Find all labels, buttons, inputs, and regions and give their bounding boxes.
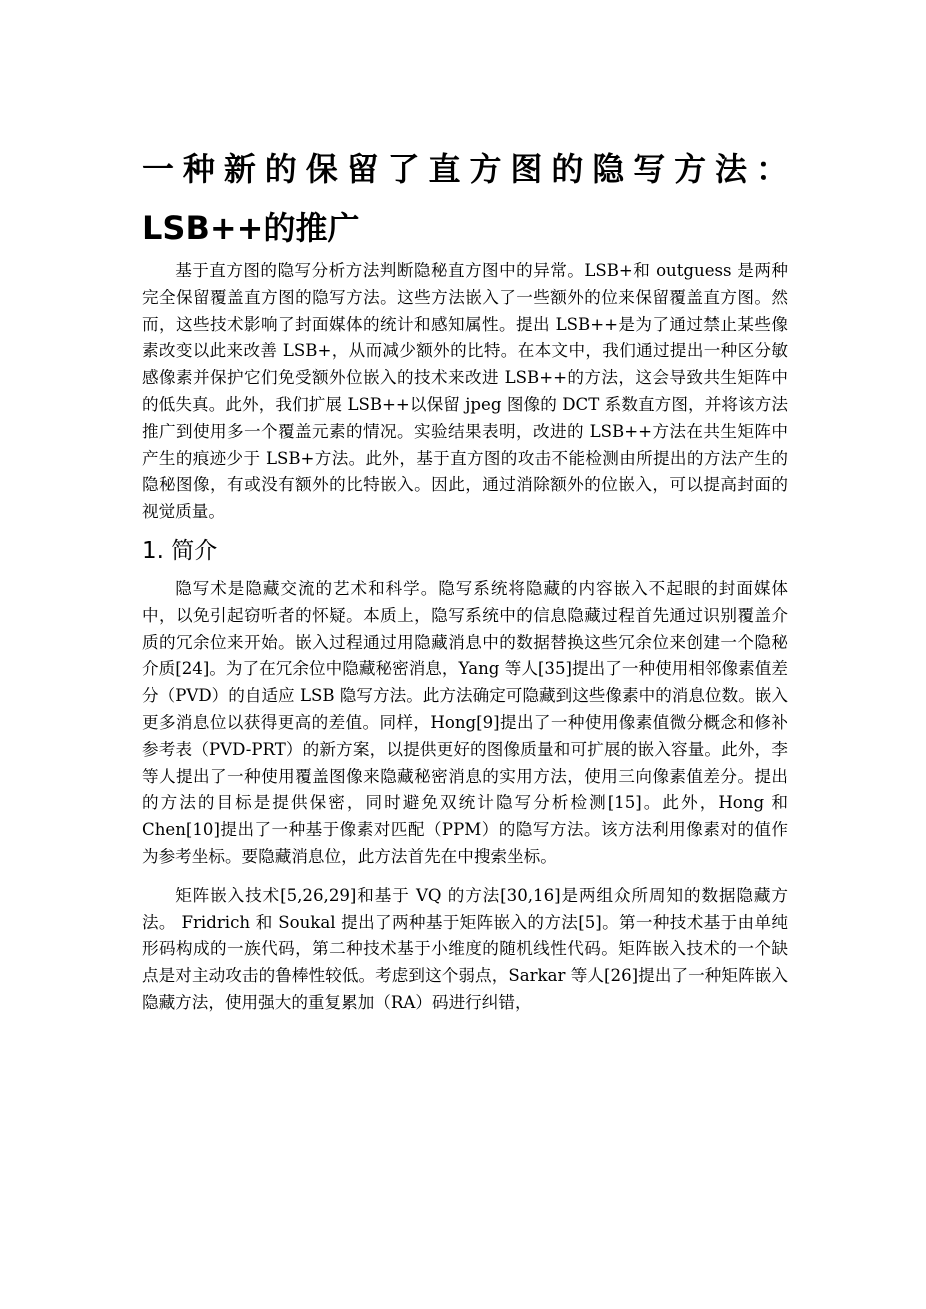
body-paragraph: 矩阵嵌入技术[5,26,29]和基于 VQ 的方法[30,16]是两组众所周知的数据隐藏方法。 Fridrich 和 Soukal 提出了两种基于矩阵嵌入的方法[5]。第一种技术基于由单纯形码构成的一族代码，第二种技术基于小维度的随机线性代码。矩阵嵌入技术的一个缺点是对主动攻击的鲁棒性较低。考虑到这个弱点，Sarkar 等人[26]提出了一种矩阵嵌入隐藏方法，使用强大的重复累加（RA）码进行纠错， (142, 885, 788, 1012)
paper-page (142, 140, 788, 1017)
body-paragraph: 隐写术是隐藏交流的艺术和科学。隐写系统将隐藏的内容嵌入不起眼的封面媒体中，以免引起窃听者的怀疑。本质上，隐写系统中的信息隐藏过程首先通过识别覆盖介质的冗余位来开始。嵌入过程通过用隐藏消息中的数据替换这些冗余位来创建一个隐秘介质[24]。为了在冗余位中隐藏秘密消息，Yang 等人[35]提出了一种使用相邻像素值差分（PVD）的自适应 LSB 隐写方法。此方法确定可隐藏到这些像素中的消息位数。嵌入更多消息位以获得更高的差值。同样，Hong[9]提出了一种使用像素值微分概念和修补参考表（PVD-PRT）的新方案，以提供更好的图像质量和可扩展的嵌入容量。此外，李等人提出了一种使用覆盖图像来隐藏秘密消息的实用方法，使用三向像素值差分。提出的方法的目标是提供保密，同时避免双统计隐写分析检测[15]。此外，Hong 和 Chen[10]提出了一种基于像素对匹配（PPM）的隐写方法。该方法利用像素对的值作为参考坐标。要隐藏消息位，此方法首先在中搜索坐标。 (142, 578, 788, 866)
abstract-paragraph: 基于直方图的隐写分析方法判断隐秘直方图中的异常。LSB+和 outguess 是两种完全保留覆盖直方图的隐写方法。这些方法嵌入了一些额外的位来保留覆盖直方图。然而，这些技术影响了封面媒体的统计和感知属性。提出 LSB++是为了通过禁止某些像素改变以此来改善 LSB+，从而减少额外的比特。在本文中，我们通过提出一种区分敏感像素并保护它们免受额外位嵌入的技术来改进 LSB++的方法，这会导致共生矩阵中的低失真。此外，我们扩展 LSB++以保留 jpeg 图像的 DCT 系数直方图，并将该方法推广到使用多一个覆盖元素的情况。实验结果表明，改进的 LSB++方法在共生矩阵中产生的痕迹少于 LSB+方法。此外，基于直方图的攻击不能检测由所提出的方法产生的隐秘图像，有或没有额外的比特嵌入。因此，通过消除额外的位嵌入，可以提高封面的视觉质量。 (142, 261, 788, 522)
section-heading-introduction: 1. 简介 (142, 537, 218, 564)
paper-title: 一种新的保留了直方图的隐写方法： LSB++的推广 (142, 150, 788, 247)
